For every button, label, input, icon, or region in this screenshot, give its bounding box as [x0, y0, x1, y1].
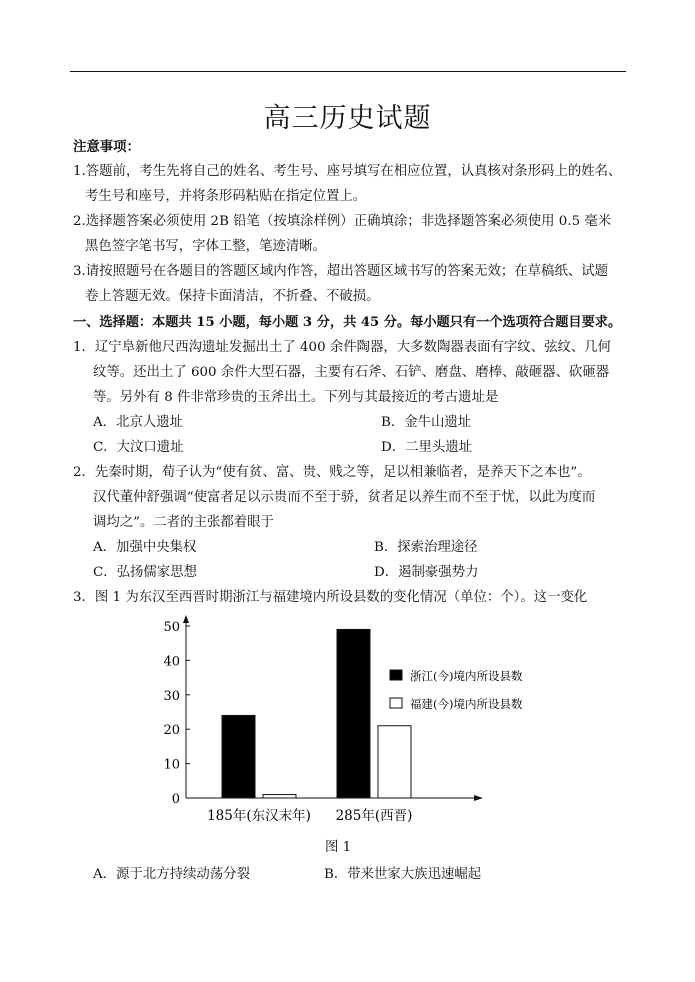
bar: [263, 795, 296, 798]
legend-swatch: [390, 698, 402, 708]
page-title: 高三历史试题: [263, 103, 432, 134]
q1-option-b: B．金牛山遗址: [381, 415, 472, 430]
legend-label: 福建(今)境内所设县数: [410, 697, 523, 711]
q2-stem-line-1: 2．先秦时期，荀子认为“使有贫、富、贵、贱之等，足以相兼临者，是养天下之本也”。: [73, 465, 591, 480]
figure-1-chart: [0, 612, 695, 832]
bar: [337, 629, 370, 798]
q1-option-c: C．大汶口遗址: [93, 440, 184, 455]
notice-heading: 注意事项：: [73, 139, 140, 155]
q1-stem-line-1: 1．辽宁阜新他尺西沟遗址发掘出土了 400 余件陶器，大多数陶器表面有字纹、弦纹、几何: [73, 340, 612, 355]
y-axis-arrow: [183, 615, 189, 623]
q3-option-a: A．源于北方持续动荡分裂: [93, 867, 250, 882]
legend-label: 浙江(今)境内所设县数: [410, 669, 523, 683]
q2-option-b: B．探索治理途径: [374, 540, 478, 555]
x-tick-label: 185年(东汉末年): [207, 808, 311, 824]
q2-option-c: C．弘扬儒家思想: [93, 565, 197, 580]
q3-stem-line-1: 3．图 1 为东汉至西晋时期浙江与福建境内所设县数的变化情况（单位：个）。这一变化: [73, 590, 588, 605]
q3-option-b: B．带来世家大族迅速崛起: [324, 867, 482, 882]
y-tick-label: 30: [163, 688, 180, 704]
q1-option-d: D．二里头遗址: [381, 440, 473, 455]
bar: [378, 726, 411, 798]
y-tick-label: 0: [171, 792, 180, 807]
bar: [222, 715, 255, 798]
y-tick-label: 10: [163, 757, 180, 773]
x-axis-arrow: [474, 795, 483, 801]
y-tick-label: 40: [163, 654, 180, 670]
q2-option-a: A．加强中央集权: [93, 540, 197, 555]
notice-item-3-line-1: 3.请按照题号在各题目的答题区域内作答，超出答题区域书写的答案无效；在草稿纸、试题: [73, 264, 609, 279]
y-tick-label: 50: [163, 620, 180, 635]
top-rule: [70, 71, 626, 72]
q2-option-d: D．遏制豪强势力: [374, 565, 479, 580]
q1-stem-line-3: 等。另外有 8 件非常珍贵的玉斧出土。下列与其最接近的考古遗址是: [93, 390, 499, 405]
notice-item-1-line-1: 1.答题前，考生先将自己的姓名、考生号、座号填写在相应位置，认真核对条形码上的姓名、: [73, 164, 622, 179]
notice-item-2-line-2: 黑色签字笔书写，字体工整，笔迹清晰。: [85, 239, 327, 254]
notice-item-3-line-2: 卷上答题无效。保持卡面清洁，不折叠、不破损。: [85, 289, 380, 304]
legend-swatch: [390, 670, 402, 680]
figure-caption: 图 1: [325, 840, 352, 855]
notice-item-2-line-1: 2.选择题答案必须使用 2B 铅笔（按填涂样例）正确填涂；非选择题答案必须使用 0.5 毫米: [73, 214, 612, 229]
q2-stem-line-3: 调均之”。二者的主张都着眼于: [93, 515, 274, 530]
notice-item-1-line-2: 考生号和座号，并将条形码粘贴在指定位置上。: [85, 189, 367, 204]
y-tick-label: 20: [163, 723, 180, 739]
q1-stem-line-2: 纹等。还出土了 600 余件大型石器，主要有石斧、石铲、磨盘、磨棒、敲砸器、砍砸器: [93, 365, 610, 380]
x-tick-label: 285年(西晋): [335, 808, 413, 824]
q2-stem-line-2: 汉代董仲舒强调“使富者足以示贵而不至于骄，贫者足以养生而不至于忧，以此为度而: [93, 490, 596, 505]
section-heading: 一、选择题：本题共 15 小题，每小题 3 分，共 45 分。每小题只有一个选项符合题目要求。: [73, 315, 622, 330]
q1-option-a: A．北京人遗址: [93, 415, 184, 430]
